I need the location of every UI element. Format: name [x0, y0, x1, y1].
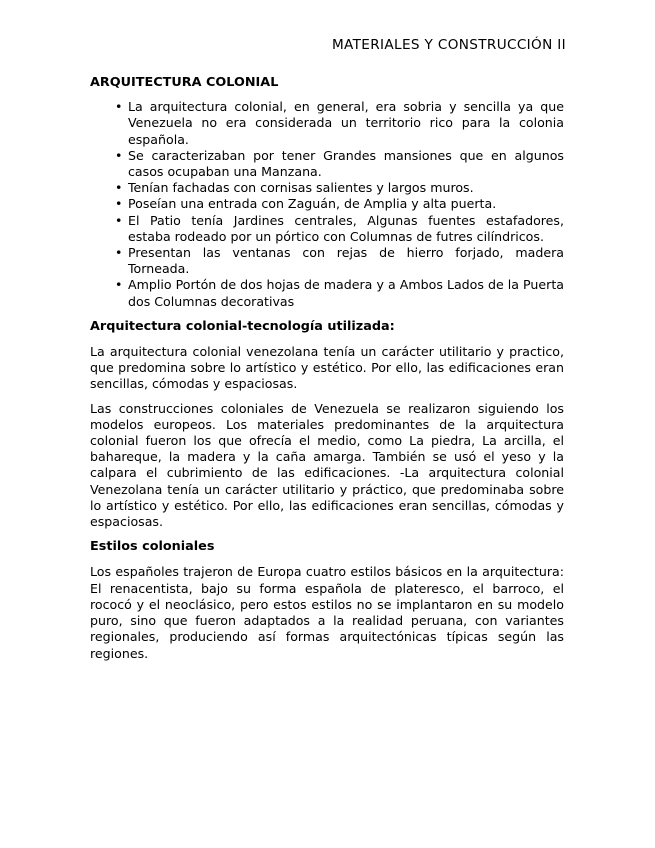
list-item-text: Presentan las ventanas con rejas de hierro forjado, madera Torneada. [128, 245, 564, 277]
list-item [90, 180, 564, 196]
document-body [90, 75, 564, 670]
paragraph: Las construcciones coloniales de Venezuela se realizaron siguiendo los modelos europeos. Los materiales predominantes de la arquitectura colonial fueron los que ofrecía el medio, como La piedra, La arcilla, el bahareque, la madera y la caña amarga. También se usó el yeso y la calpara el cubrimiento de las edificaciones. -La arquitectura colonial Venezolana tenía un carácter utilitario y práctico, que predominaba sobre lo artístico y estético. Por ello, las edificaciones eran sencillas, cómodas y espaciosas. [90, 400, 564, 530]
page-header-title: MATERIALES Y CONSTRUCCIÓN II [331, 37, 566, 53]
section-heading-estilos-coloniales: Estilos coloniales [90, 539, 215, 555]
list-item [90, 99, 564, 148]
bullet-icon: • [115, 212, 123, 228]
list-item [90, 196, 564, 212]
bullet-icon: • [115, 180, 123, 196]
section-heading-arquitectura-colonial: ARQUITECTURA COLONIAL [90, 75, 279, 90]
list-item-text: La arquitectura colonial, en general, era sobria y sencilla ya que Venezuela no era considerada un territorio rico para la colonia española. [128, 99, 564, 147]
list-item [90, 213, 564, 245]
list-item [90, 148, 564, 180]
bullet-icon: • [115, 147, 123, 163]
paragraph: La arquitectura colonial venezolana tenía un carácter utilitario y practico, que predomina sobre lo artístico y estético. Por ello, las edificaciones eran sencillas, cómodas y espaciosas. [90, 344, 564, 392]
list-item [90, 277, 564, 309]
list-item [90, 245, 564, 277]
list-item-text: Poseían una entrada con Zaguán, de Amplia y alta puerta. [128, 196, 497, 212]
paragraph: Los españoles trajeron de Europa cuatro estilos básicos en la arquitectura: El renacentista, bajo su forma española de plateresco, el barroco, el rococó y el neoclásico, pero estos estilos no se implantaron en su modelo puro, sino que fueron adaptados a la realidad peruana, con variantes regionales, produciendo así formas arquitectónicas típicas según las regiones. [90, 564, 564, 661]
bullet-icon: • [115, 277, 123, 293]
list-item-text: Amplio Portón de dos hojas de madera y a Ambos Lados de la Puerta dos Columnas decorativas [128, 277, 564, 309]
bullet-icon: • [115, 99, 123, 115]
list-item-text: El Patio tenía Jardines centrales, Algunas fuentes estafadores, estaba rodeado por un pórtico con Columnas de futres cilíndricos. [128, 212, 564, 244]
bullet-icon: • [115, 196, 123, 212]
bullet-list [90, 99, 564, 310]
section-heading-tecnologia-utilizada: Arquitectura colonial-tecnología utilizada: [90, 318, 395, 334]
list-item-text: Tenían fachadas con cornisas salientes y largos muros. [128, 180, 474, 196]
list-item-text: Se caracterizaban por tener Grandes mansiones que en algunos casos ocupaban una Manzana. [128, 147, 564, 180]
bullet-icon: • [115, 245, 123, 261]
